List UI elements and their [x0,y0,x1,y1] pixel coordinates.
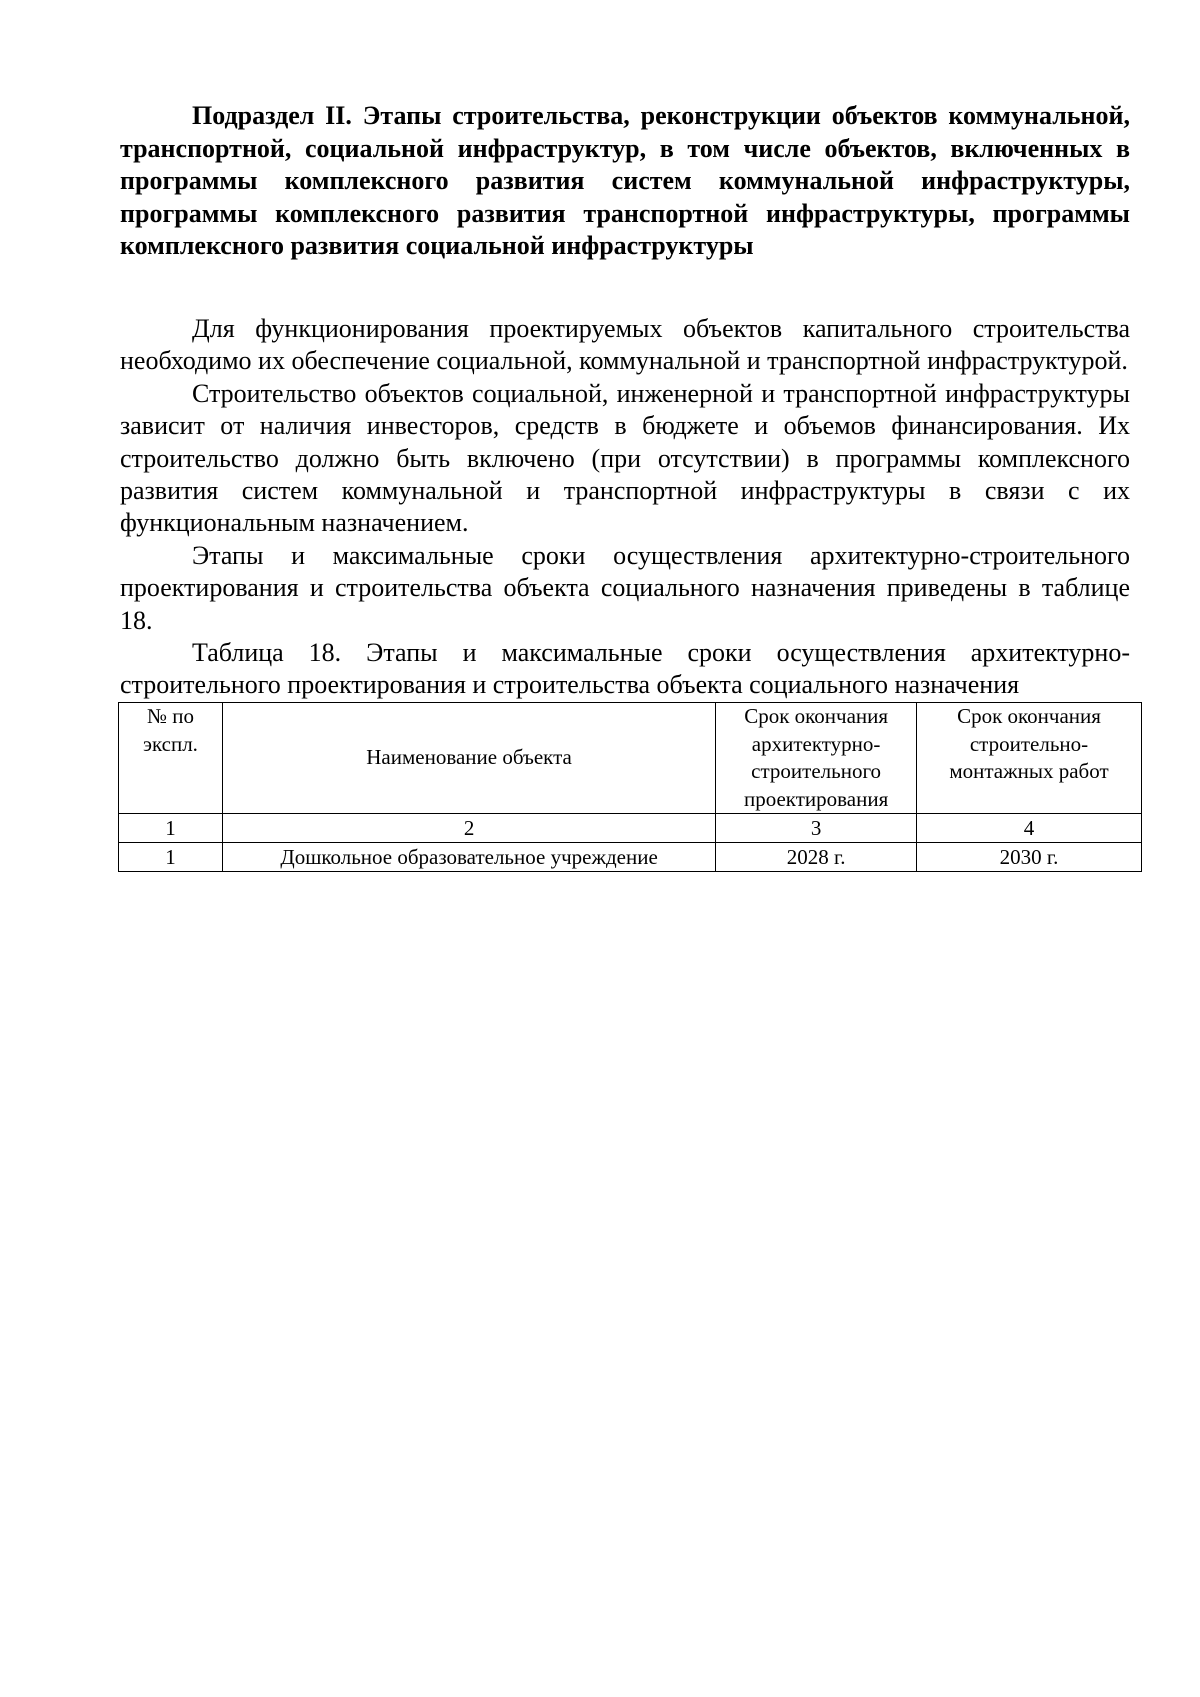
header-name [222,703,715,814]
table-index-row [119,814,1142,843]
header-design-deadline [716,703,917,814]
header-build-deadline-label: Срок окончания строительно-монтажных работ [949,704,1109,784]
index-cell-1: 1 [119,814,223,843]
header-num-label: № по экспл. [142,704,198,756]
paragraph-1: Для функционирования проектируемых объектов капитального строительства необходимо их обеспечение социальной, коммунальной и транспортной инфраструктурой. [120,313,1130,376]
header-build-deadline [917,703,1142,814]
table-header-row [119,703,1142,814]
row-build-deadline-cell: 2030 г. [917,843,1142,872]
document-page [120,100,1130,872]
paragraph-2: Строительство объектов социальной, инженерной и транспортной инфраструктуры зависит от наличия инвесторов, средств в бюджете и объемов финансирования. Их строительство должно быть включено (при отсутствии) в программы комплексного развития систем коммунальной и транспортной инфраструктуры в связи с их функциональным назначением. [120,378,1130,538]
index-cell-3: 3 [716,814,917,843]
row-num-cell: 1 [119,843,223,872]
header-design-deadline-label: Срок окончания архитектурно-строительного проектирования [743,704,889,811]
table-row [119,843,1142,872]
row-name-cell: Дошкольное образовательное учреждение [222,843,715,872]
header-num [119,703,223,814]
table-caption: Таблица 18. Этапы и максимальные сроки осуществления архитектурно-строительного проектирования и строительства объекта социального назначения [120,638,1130,700]
row-design-deadline-cell: 2028 г. [716,843,917,872]
section-heading: Подраздел II. Этапы строительства, реконструкции объектов коммунальной, транспортной, социальной инфраструктур, в том числе объектов, включенных в программы комплексного развития систем коммунальной инфраструктуры, программы комплексного развития транспортной инфраструктуры, программы комплексного развития социальной инфраструктуры [120,101,1130,261]
spacer [120,263,1130,313]
index-cell-2: 2 [222,814,715,843]
paragraph-3: Этапы и максимальные сроки осуществления архитектурно-строительного проектирования и строительства объекта социального назначения приведены в таблице 18. [120,540,1130,635]
header-name-label: Наименование объекта [366,745,572,770]
index-cell-4: 4 [917,814,1142,843]
deadlines-table [118,702,1142,872]
